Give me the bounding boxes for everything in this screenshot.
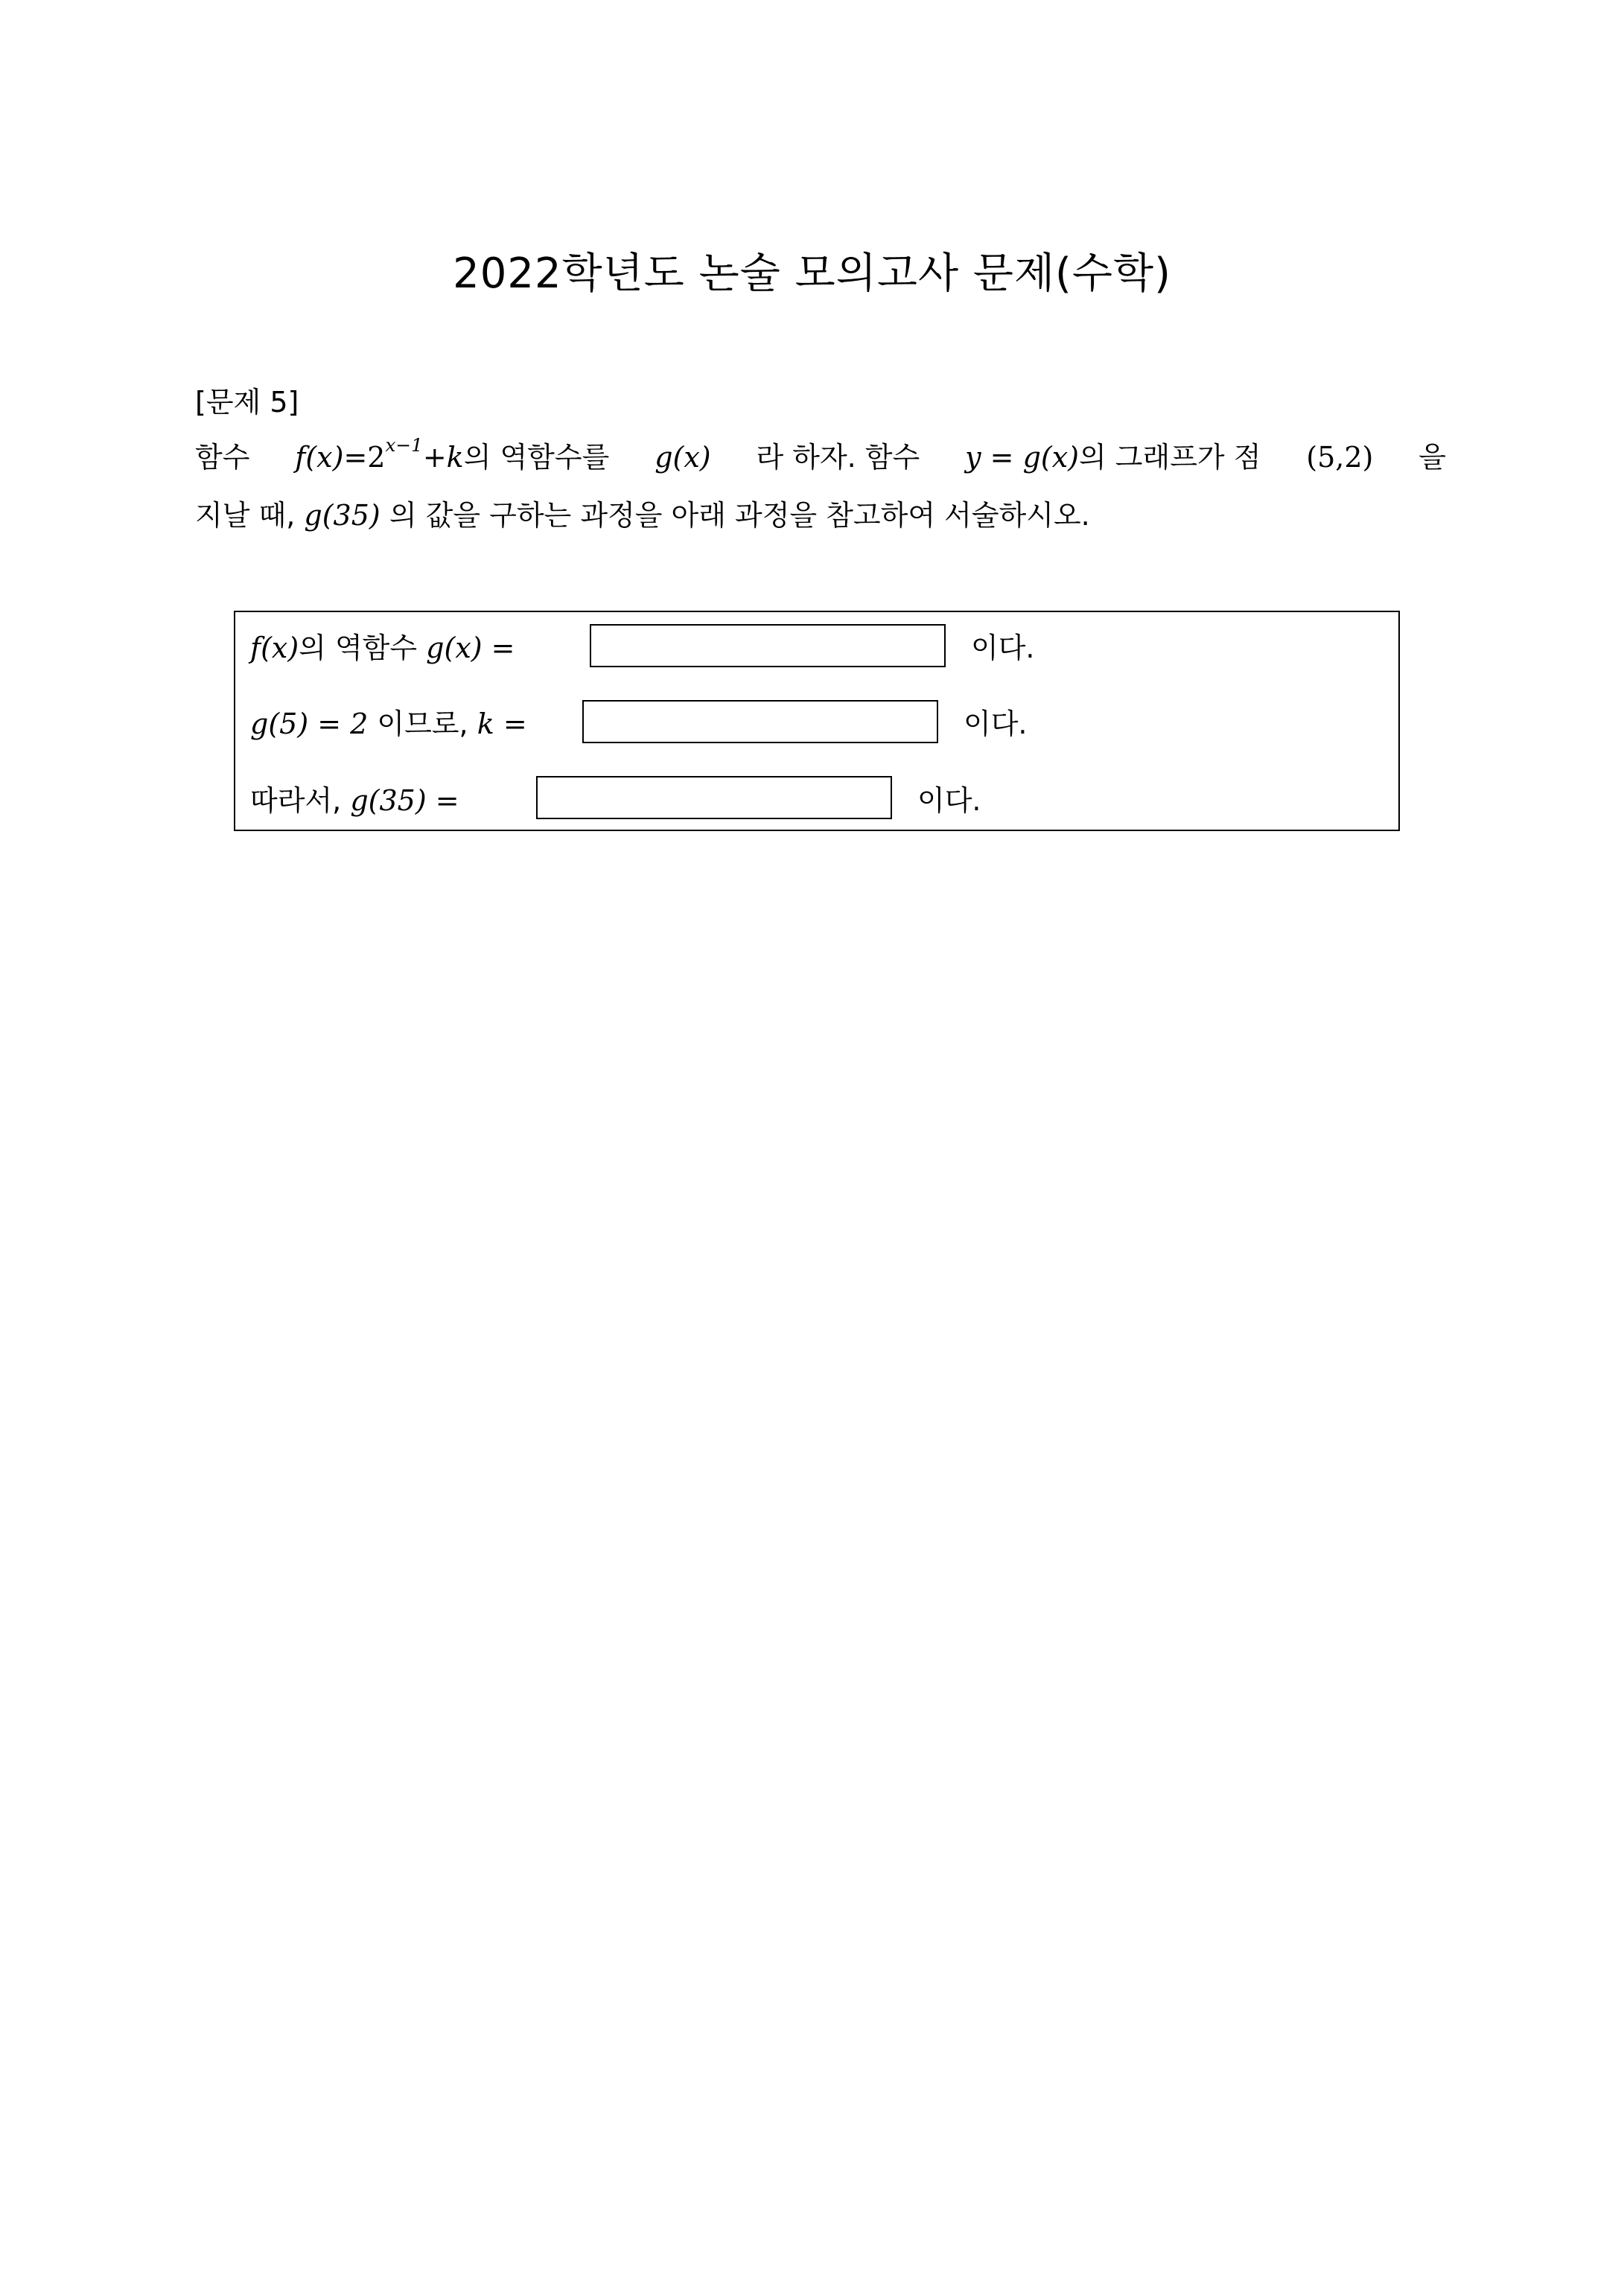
answer-blank-inverse-function[interactable]: [590, 624, 946, 667]
g-of-x: g(x): [655, 441, 711, 474]
g-of-x-equals: g(x) =: [426, 632, 515, 664]
answer-blank-k-value[interactable]: [582, 700, 938, 743]
answer-row-3-tail: 이다.: [917, 784, 981, 817]
page-title: 2022학년도 논술 모의고사 문제(수학): [453, 249, 1171, 298]
y-equals-g-of-x: y = g(x): [965, 441, 1079, 474]
text-therefore: 이므로,: [377, 707, 468, 740]
answer-blank-g35[interactable]: [536, 776, 892, 819]
text-function: 함수: [195, 441, 250, 474]
text-let: 라 하자. 함수: [756, 441, 920, 474]
problem-label: [문제 5]: [195, 386, 299, 419]
f-of-x: f(x): [295, 441, 344, 474]
text-inverse: 의 역함수: [299, 632, 418, 664]
problem-statement-line-1: [195, 436, 1446, 478]
answer-row-g35: [250, 780, 459, 821]
text-particle: 을: [1418, 441, 1446, 474]
graph-expression: [965, 436, 1261, 478]
answer-row-2-tail: 이다.: [964, 707, 1028, 740]
answer-row-k-value: [250, 703, 527, 745]
g-of-35: g(35): [304, 499, 380, 532]
problem-statement-line-2: [195, 495, 1090, 536]
answer-template-box: [234, 611, 1400, 831]
base-two: 2: [367, 441, 386, 474]
plus-k: +k: [422, 441, 464, 474]
text-passes: 지날 때,: [195, 499, 296, 532]
answer-row-inverse-function: [250, 627, 515, 669]
g-of-5-equals-2: g(5) = 2: [250, 707, 369, 740]
f-of-x: f(x): [250, 632, 299, 664]
text-graph-point: 의 그래프가 점: [1079, 441, 1261, 474]
k-equals: k =: [477, 707, 527, 740]
point-coordinates: (5,2): [1306, 441, 1374, 474]
function-definition: [295, 436, 609, 478]
equals-sign: =: [343, 441, 368, 474]
text-instruction: 의 값을 구하는 과정을 아래 과정을 참고하여 서술하시오.: [389, 499, 1090, 532]
equals-sign: =: [435, 784, 459, 817]
exponent: x−1: [385, 434, 423, 457]
text-thus: 따라서,: [250, 784, 342, 817]
text-inverse: 의 역함수를: [463, 441, 610, 474]
answer-row-1-tail: 이다.: [971, 632, 1035, 664]
g-of-35: g(35): [350, 784, 427, 817]
